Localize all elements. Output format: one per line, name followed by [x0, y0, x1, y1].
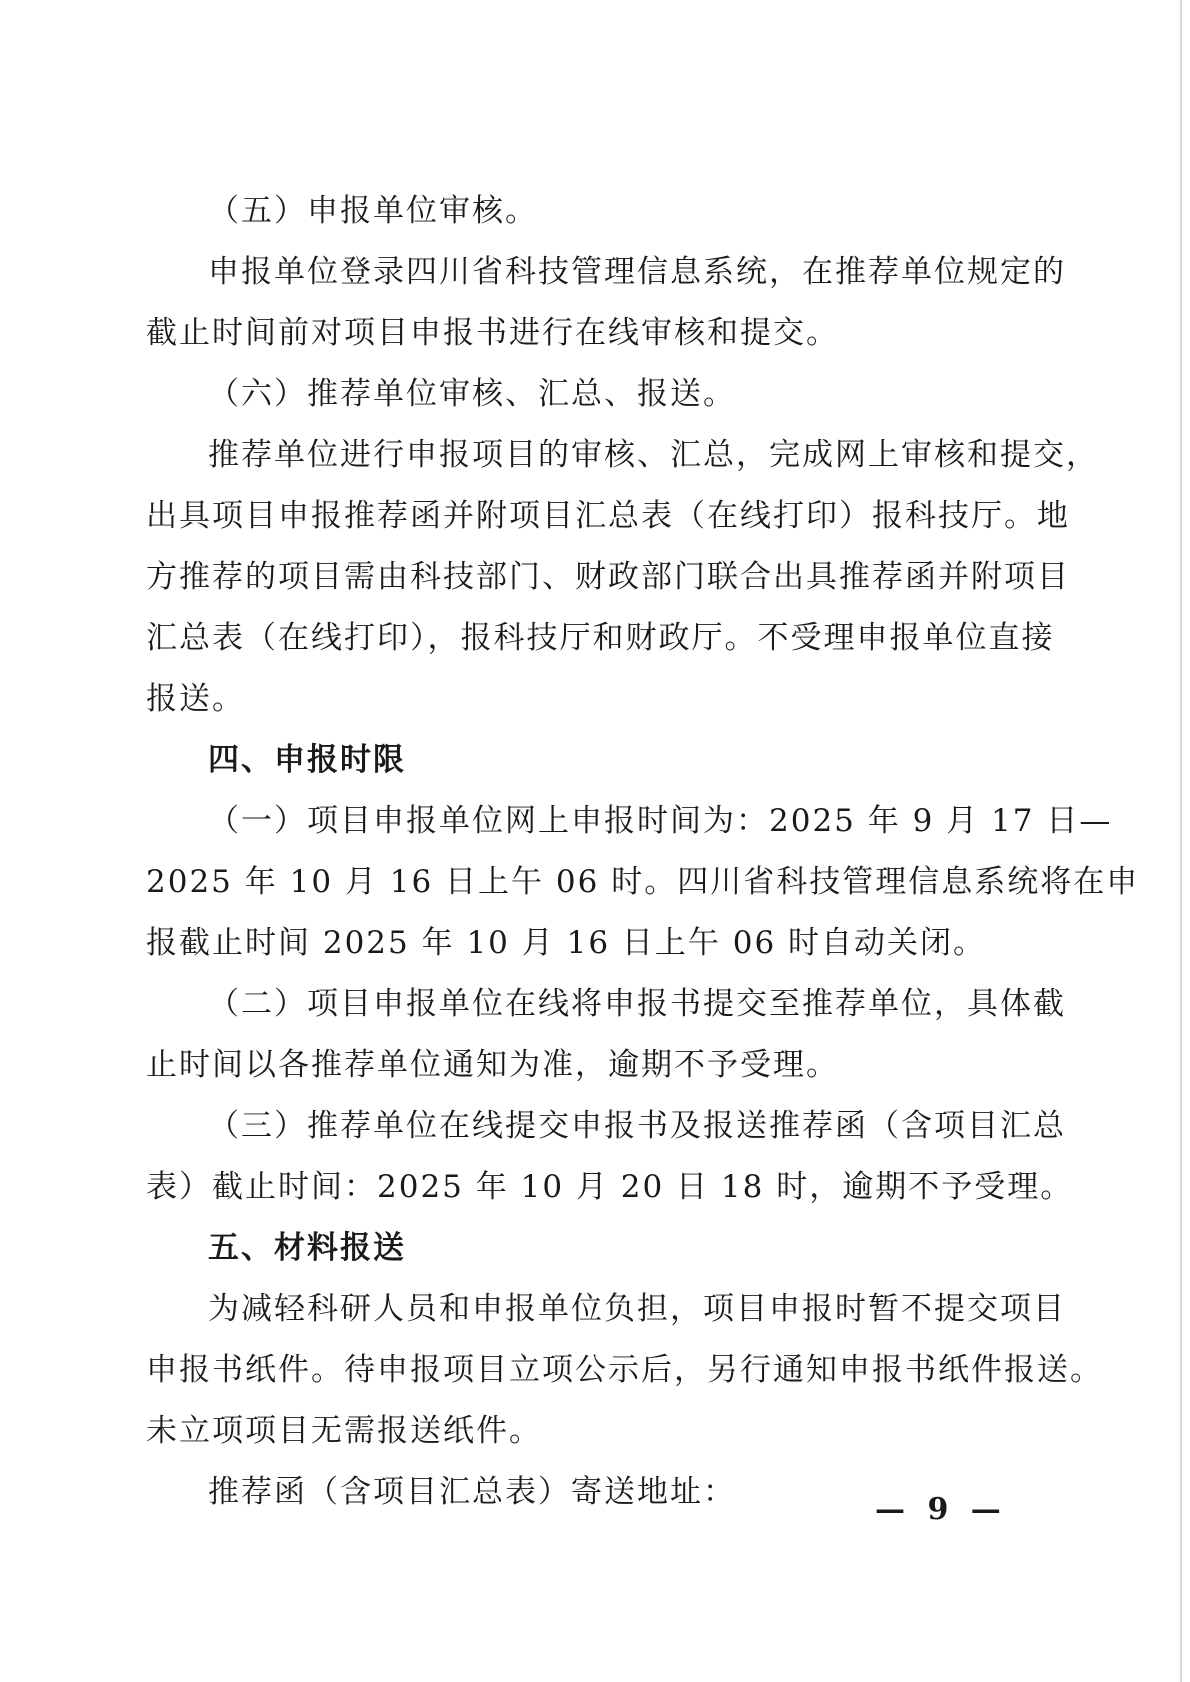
paragraph-line: 报送。 — [146, 681, 245, 717]
subsection-heading-6: （六）推荐单位审核、汇总、报送。 — [208, 376, 736, 412]
paragraph-line: 推荐函（含项目汇总表）寄送地址： — [208, 1474, 736, 1510]
paragraph-line: 表）截止时间：2025 年 10 月 20 日 18 时，逾期不予受理。 — [146, 1169, 1074, 1205]
subsection-heading-5: （五）申报单位审核。 — [208, 193, 538, 229]
paragraph-line: 申报书纸件。待申报项目立项公示后，另行通知申报书纸件报送。 — [146, 1352, 1103, 1388]
paragraph-line: 方推荐的项目需由科技部门、财政部门联合出具推荐函并附项目 — [146, 559, 1070, 595]
paragraph-line: （一）项目申报单位网上申报时间为：2025 年 9 月 17 日— — [208, 803, 1113, 839]
paragraph-line: （三）推荐单位在线提交申报书及报送推荐函（含项目汇总 — [208, 1108, 1066, 1144]
paragraph-line: 申报单位登录四川省科技管理信息系统，在推荐单位规定的 — [208, 254, 1066, 290]
paragraph-line: 未立项项目无需报送纸件。 — [146, 1413, 542, 1449]
paragraph-line: 出具项目申报推荐函并附项目汇总表（在线打印）报科技厅。地 — [146, 498, 1070, 534]
paragraph-line: 截止时间前对项目申报书进行在线审核和提交。 — [146, 315, 839, 351]
section-heading-materials: 五、材料报送 — [208, 1230, 406, 1266]
paragraph-line: 推荐单位进行申报项目的审核、汇总，完成网上审核和提交， — [208, 437, 1099, 473]
document-body — [146, 181, 1140, 1523]
paragraph-line: （二）项目申报单位在线将申报书提交至推荐单位，具体截 — [208, 986, 1066, 1022]
section-heading-deadline: 四、申报时限 — [208, 742, 406, 778]
paragraph-line: 为减轻科研人员和申报单位负担，项目申报时暂不提交项目 — [208, 1291, 1066, 1327]
paragraph-line: 汇总表（在线打印），报科技厅和财政厅。不受理申报单位直接 — [146, 620, 1055, 656]
page-number: — 9 — — [875, 1492, 1007, 1527]
scan-edge-divider — [1180, 0, 1182, 1682]
paragraph-line: 2025 年 10 月 16 日上午 06 时。四川省科技管理信息系统将在申 — [146, 864, 1140, 900]
paragraph-line: 止时间以各推荐单位通知为准，逾期不予受理。 — [146, 1047, 839, 1083]
paragraph-line: 报截止时间 2025 年 10 月 16 日上午 06 时自动关闭。 — [146, 925, 987, 961]
